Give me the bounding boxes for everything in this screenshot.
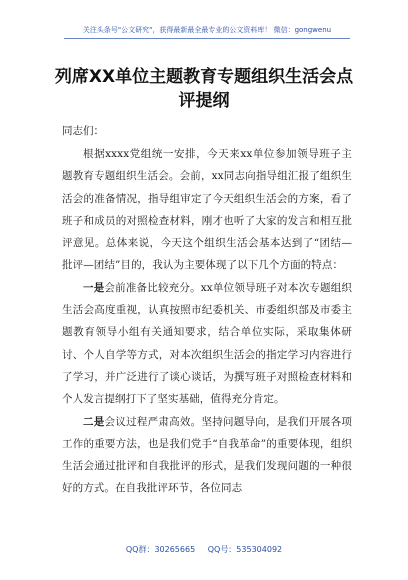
paragraph-intro: 根据xxxx党组统一安排，今天来xx单位参加领导班子主题教育专题组织生活会。会前，xx同志向指导组汇报了组织生活会的准备情况，指导组审定了今天组织生活会的方案，看了班子和成员的对照检查材料，刚才也听了大家的发言和相互批评意见。总体来说，今天这个组织生活会基本达到了“团结—批评—团结”目的，我认为主要体现了以下几个方面的特点： [62, 148, 352, 272]
salutation: 同志们： [62, 125, 104, 137]
document-body [62, 143, 352, 500]
footer-contact [0, 544, 408, 555]
point-one-text: 会前准备比较充分。xx单位领导班子对本次专题组织生活会高度重视，认真按照市纪委机关、市委组织部及市委主题教育领导小组有关通知要求，结合单位实际，采取集体研讨、个人自学等方式，对本次组织生活会的指定学习内容进行了学习，并广泛进行了谈心谈话，为撰写班子对照检查材料和个人发言提纲打下了坚实基础，值得充分肯定。 [62, 281, 352, 406]
paragraph-point-one [62, 277, 352, 411]
footer-qq-group: QQ群：30265665 [125, 545, 196, 554]
footer-qq-number: QQ号：535304092 [207, 545, 283, 554]
header-banner: 关注头条号"公文研究"，获得最新最全最专业的公文资料库！ 微信：gongwenu [64, 24, 350, 39]
point-one-lead: 一是 [83, 281, 105, 294]
document-title-line-2: 评提纲 [178, 91, 230, 111]
document-title-line-1: 列席XX单位主题教育专题组织生活会点 [54, 67, 354, 87]
point-two-text: 会议过程严肃高效。坚持问题导向，是我们开展各项工作的重要方法，也是我们党手“自我革命”的重要体现，组织生活会通过批评和自我批评的形式，是我们发现问题的一种很好的方式。在自我批评环节，各位同志 [62, 415, 352, 495]
paragraph-point-two [62, 411, 352, 500]
point-two-lead: 二是 [83, 415, 105, 428]
